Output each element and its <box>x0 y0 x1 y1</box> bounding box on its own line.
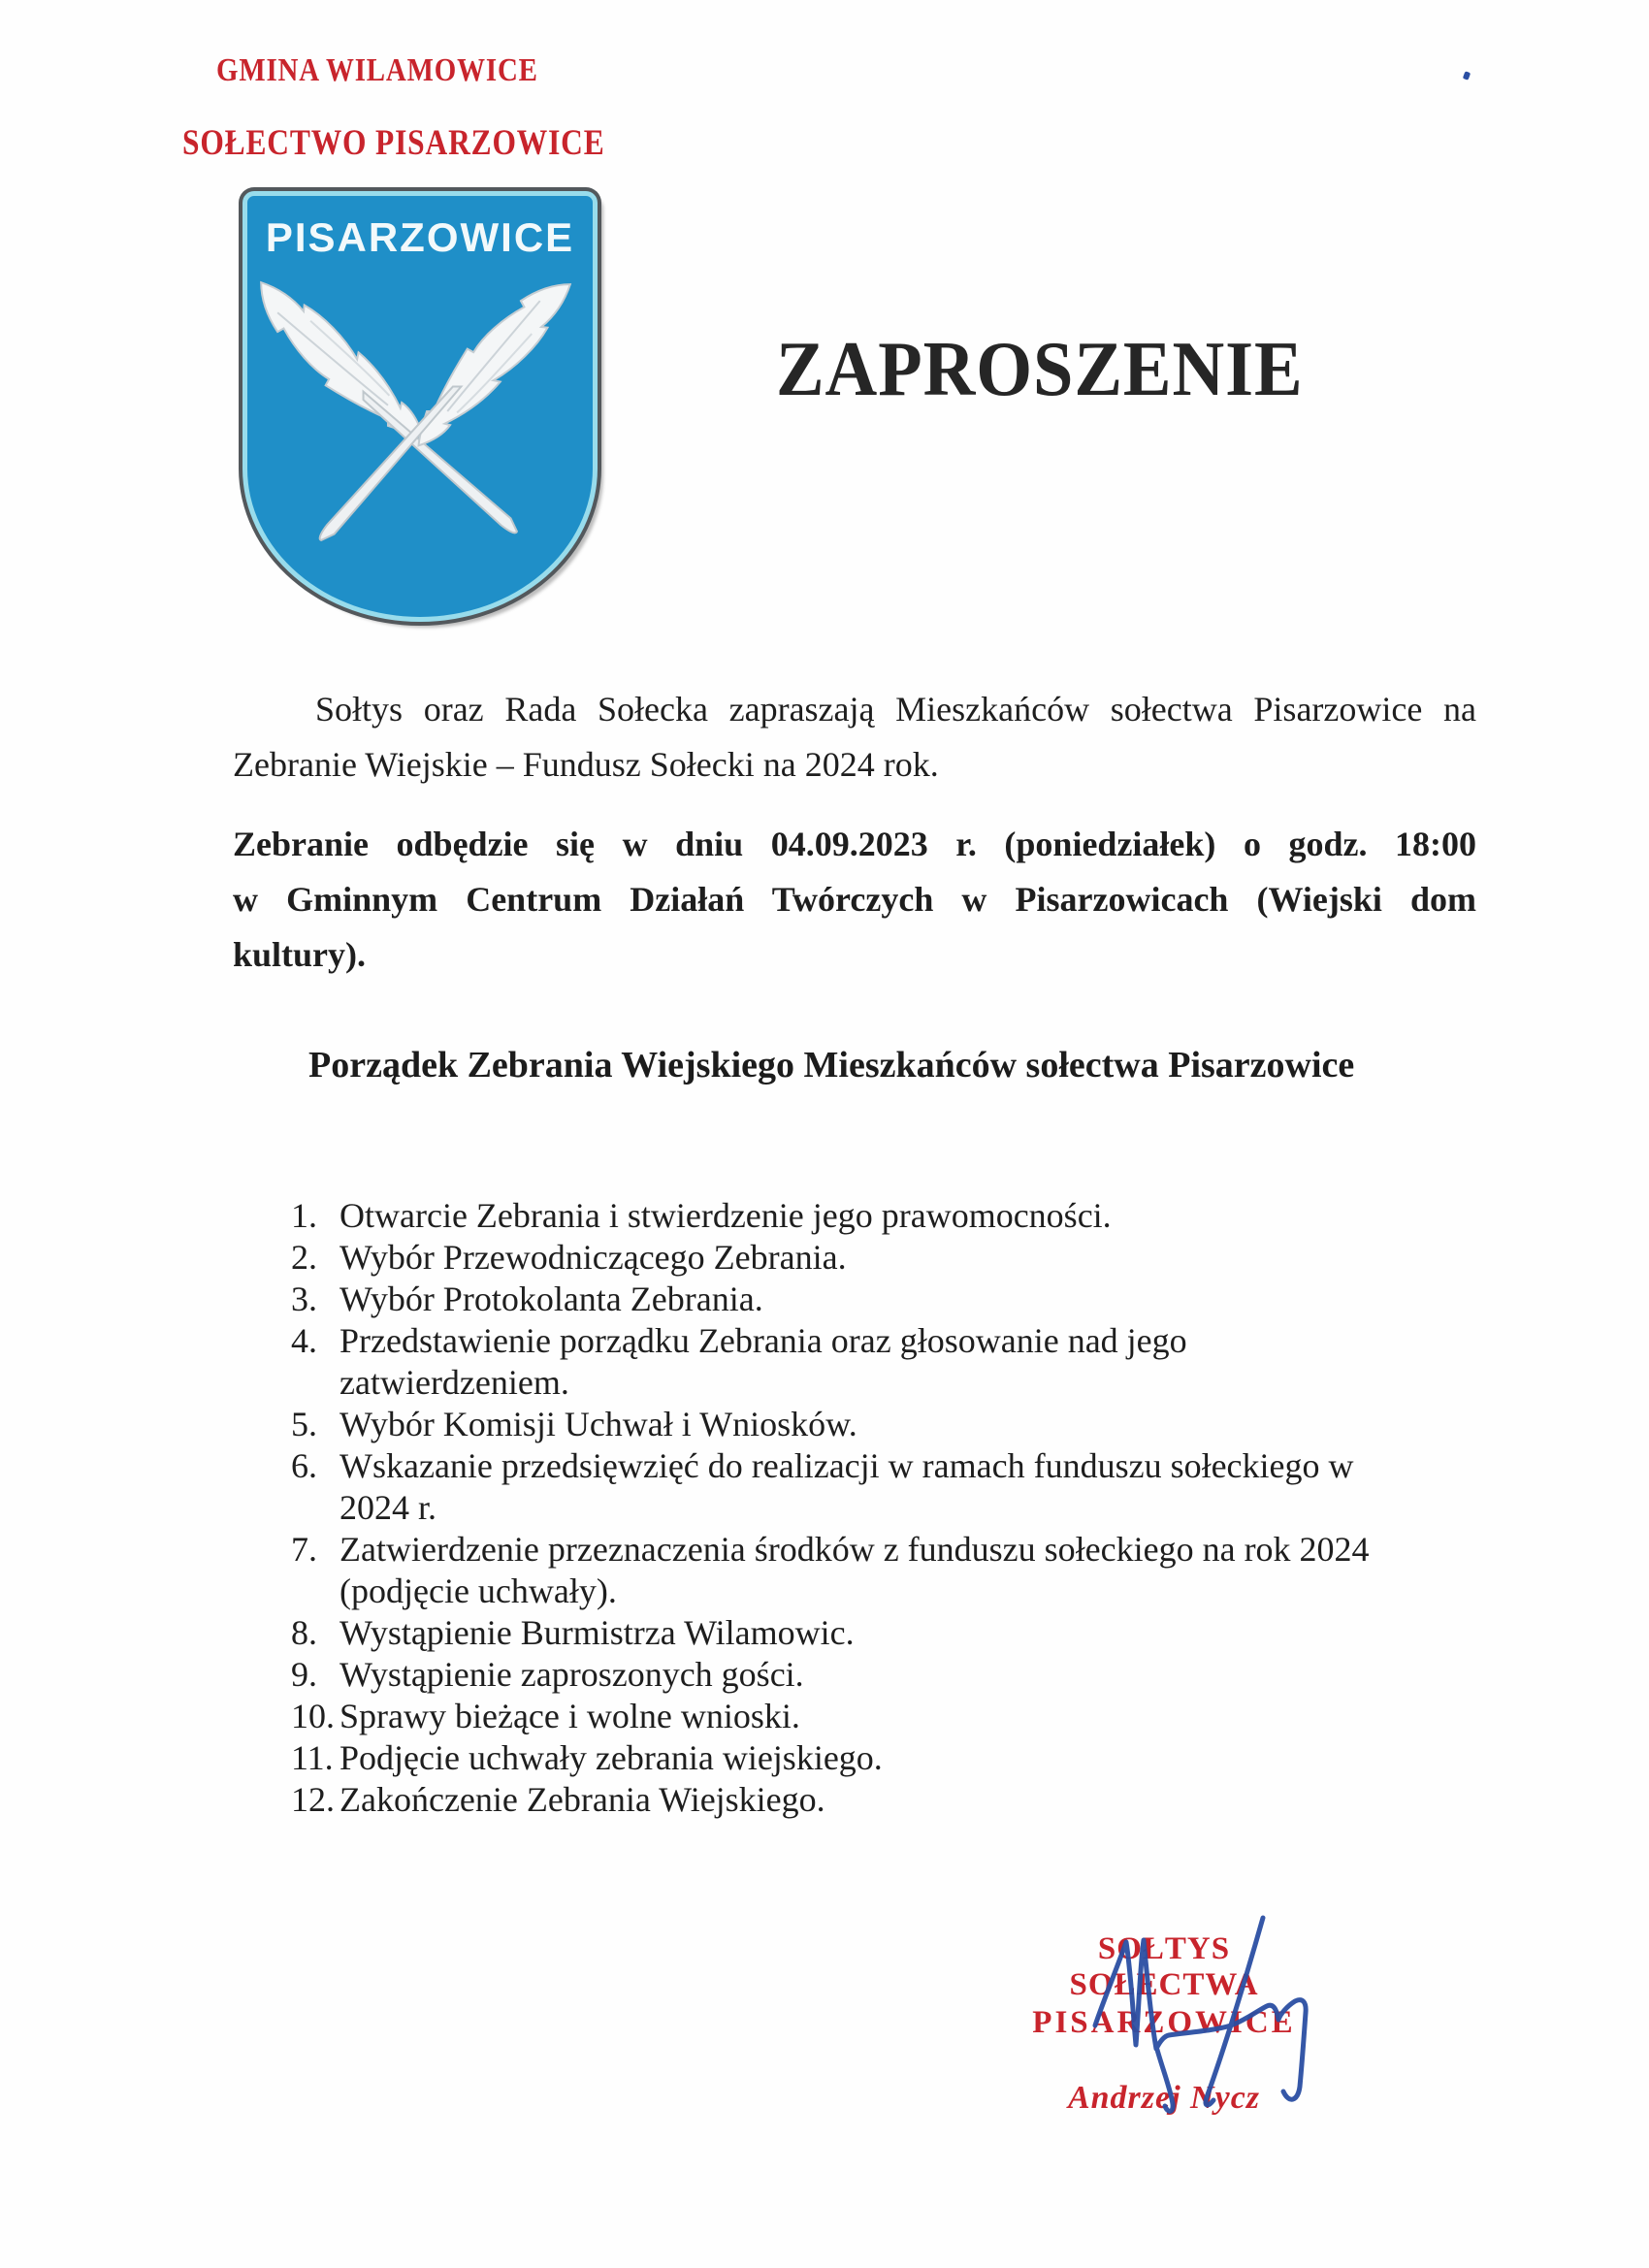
ink-speck <box>1463 71 1471 81</box>
agenda-item <box>291 1529 1406 1612</box>
agenda-item-line: Zatwierdzenie przeznaczenia środków z funduszu sołeckiego na rok 2024 <box>340 1530 1370 1569</box>
stamp-line-2: PISARZOWICE <box>1032 2005 1296 2040</box>
agenda-item-text <box>340 1654 1406 1696</box>
agenda-item-number: 6. <box>291 1446 317 1485</box>
agenda-item-text <box>340 1279 1406 1320</box>
agenda-item <box>291 1195 1406 1237</box>
agenda-item-line: 2024 r. <box>340 1488 437 1527</box>
agenda-item-line: Wskazanie przedsięwzięć do realizacji w ramach funduszu sołeckiego w <box>340 1446 1354 1485</box>
agenda-item-text <box>340 1195 1406 1237</box>
agenda-item-line: zatwierdzeniem. <box>340 1363 569 1402</box>
agenda-item-number: 1. <box>291 1196 317 1235</box>
agenda-item-line: Wybór Komisji Uchwał i Wniosków. <box>340 1405 857 1443</box>
agenda-list <box>291 1195 1406 1821</box>
agenda-item-number: 4. <box>291 1321 317 1360</box>
agenda-item-line: Wystąpienie Burmistrza Wilamowic. <box>340 1613 855 1652</box>
agenda-item-text <box>340 1404 1406 1445</box>
header-line-gmina: GMINA WILAMOWICE <box>216 52 538 88</box>
agenda-item <box>291 1279 1406 1320</box>
text-line: Zebranie odbędzie się w dniu 04.09.2023 r. (poniedziałek) o godz. 18:00 <box>233 825 1476 863</box>
agenda-item-text <box>340 1612 1406 1654</box>
text-line: w Gminnym Centrum Działań Twórczych w Pisarzowicach (Wiejski dom <box>233 880 1476 919</box>
agenda-item <box>291 1612 1406 1654</box>
handwritten-signature-icon <box>1082 1913 1314 2117</box>
agenda-item <box>291 1445 1406 1529</box>
agenda-item-number: 5. <box>291 1405 317 1443</box>
header-line-solectwo: SOŁECTWO PISARZOWICE <box>182 123 605 163</box>
agenda-item-number: 7. <box>291 1530 317 1569</box>
agenda-item-number: 11. <box>291 1738 334 1777</box>
agenda-item-line: Wystąpienie zaproszonych gości. <box>340 1655 804 1694</box>
agenda-item-text <box>340 1529 1406 1612</box>
agenda-item-text <box>340 1445 1406 1529</box>
stamp-name: Andrzej Nycz <box>1067 2080 1261 2116</box>
agenda-item-line: Wybór Przewodniczącego Zebrania. <box>340 1238 847 1277</box>
agenda-item <box>291 1779 1406 1821</box>
agenda-item-line: Otwarcie Zebrania i stwierdzenie jego prawomocności. <box>340 1196 1112 1235</box>
agenda-item-text <box>340 1320 1406 1404</box>
shield-label: PISARZOWICE <box>265 214 575 260</box>
text-line: Zebranie Wiejskie – Fundusz Sołecki na 2024 rok. <box>233 745 939 784</box>
agenda-item <box>291 1654 1406 1696</box>
text-line: Sołtys oraz Rada Sołecka zapraszają Mieszkańców sołectwa Pisarzowice na <box>315 690 1476 729</box>
agenda-item <box>291 1404 1406 1445</box>
agenda-item-number: 9. <box>291 1655 317 1694</box>
agenda-item-line: Sprawy bieżące i wolne wnioski. <box>340 1697 800 1735</box>
pisarzowice-coat-of-arms <box>242 191 598 622</box>
agenda-item-text <box>340 1237 1406 1279</box>
intro-paragraph <box>233 682 1476 793</box>
agenda-item-line: Wybór Protokolanta Zebrania. <box>340 1280 763 1318</box>
agenda-item-number: 3. <box>291 1280 317 1318</box>
details-paragraph <box>233 817 1476 983</box>
agenda-item <box>291 1237 1406 1279</box>
agenda-item <box>291 1737 1406 1779</box>
agenda-item-number: 10. <box>291 1697 335 1735</box>
agenda-item-number: 8. <box>291 1613 317 1652</box>
invitation-title: ZAPROSZENIE <box>776 327 1304 412</box>
agenda-item-text <box>340 1696 1406 1737</box>
stamp-line-1: SOŁTYS SOŁECTWA <box>1069 1931 1259 2002</box>
agenda-item <box>291 1696 1406 1737</box>
agenda-item-line: Przedstawienie porządku Zebrania oraz głosowanie nad jego <box>340 1321 1187 1360</box>
agenda-heading: Porządek Zebrania Wiejskiego Mieszkańców sołectwa Pisarzowice <box>308 1045 1355 1085</box>
agenda-item-line: Podjęcie uchwały zebrania wiejskiego. <box>340 1738 883 1777</box>
agenda-item-number: 2. <box>291 1238 317 1277</box>
agenda-item-number: 12. <box>291 1780 335 1819</box>
agenda-item <box>291 1320 1406 1404</box>
agenda-item-line: Zakończenie Zebrania Wiejskiego. <box>340 1780 825 1819</box>
agenda-item-text <box>340 1779 1406 1821</box>
agenda-item-text <box>340 1737 1406 1779</box>
text-line: kultury). <box>233 935 367 974</box>
agenda-item-line: (podjęcie uchwały). <box>340 1571 617 1610</box>
